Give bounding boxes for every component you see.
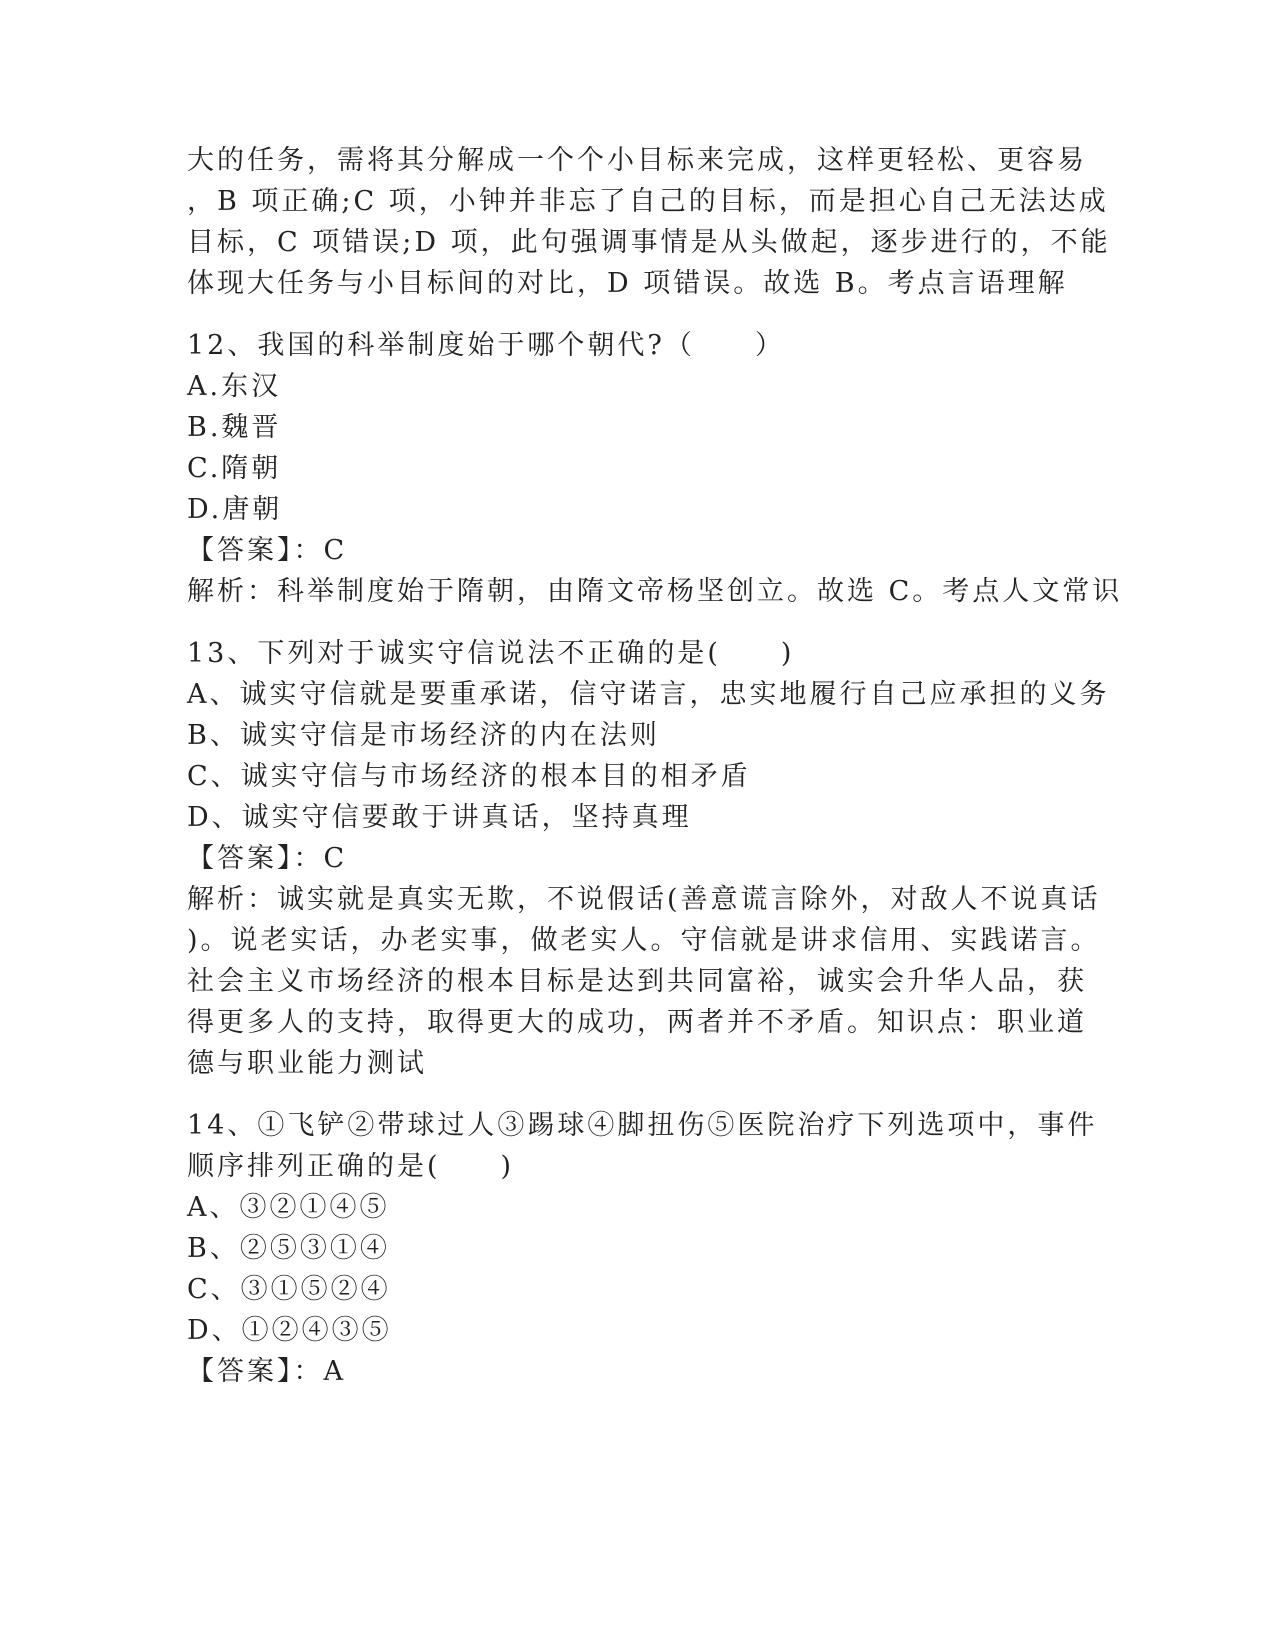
question-14-answer: 【答案】：A (187, 1356, 346, 1387)
explanation-line: 体现大任务与小目标间的对比，D 项错误。故选 B。考点言语理解 (187, 268, 1068, 299)
question-13-analysis: 得更多人的支持，取得更大的成功，两者并不矛盾。知识点：职业道 (187, 1007, 1087, 1038)
question-12-answer: 【答案】：C (187, 535, 348, 566)
question-13-option-d: D、诚实守信要敢于讲真话，坚持真理 (187, 802, 692, 833)
question-13-analysis: 德与职业能力测试 (187, 1048, 427, 1079)
question-14-option-a: A、③②①④⑤ (187, 1192, 390, 1223)
question-12-analysis: 解析：科举制度始于隋朝，由隋文帝杨坚创立。故选 C。考点人文常识 (187, 576, 1123, 607)
question-12-option-b: B.魏晋 (187, 412, 282, 443)
question-14-stem: 14、①飞铲②带球过人③踢球④脚扭伤⑤医院治疗下列选项中，事件 (187, 1110, 1098, 1141)
question-14-option-b: B、②⑤③①④ (187, 1233, 390, 1264)
question-13-analysis: 解析：诚实就是真实无欺，不说假话(善意谎言除外，对敌人不说真话 (187, 884, 1101, 915)
question-13-stem: 13、下列对于诚实守信说法不正确的是( ) (187, 638, 795, 669)
question-13-option-a: A、诚实守信就是要重承诺，信守诺言，忠实地履行自己应承担的义务 (187, 679, 1110, 710)
explanation-line: 目标，C 项错误;D 项，此句强调事情是从头做起，逐步进行的，不能 (187, 227, 1111, 258)
question-12-stem: 12、我国的科举制度始于哪个朝代?（ ） (187, 330, 785, 361)
question-13-option-b: B、诚实守信是市场经济的内在法则 (187, 720, 660, 751)
question-12-option-a: A.东汉 (187, 371, 282, 402)
question-13-analysis: 社会主义市场经济的根本目标是达到共同富裕，诚实会升华人品，获 (187, 966, 1087, 997)
explanation-line: 大的任务，需将其分解成一个个小目标来完成，这样更轻松、更容易 (187, 145, 1087, 176)
question-13-answer: 【答案】：C (187, 843, 348, 874)
question-14-stem: 顺序排列正确的是( ) (187, 1151, 515, 1182)
question-14-option-c: C、③①⑤②④ (187, 1274, 391, 1305)
question-14-option-d: D、①②④③⑤ (187, 1315, 392, 1346)
question-12-option-d: D.唐朝 (187, 494, 283, 525)
question-13-analysis: )。说老实话，办老实事，做老实人。守信就是讲求信用、实践诺言。 (187, 925, 1101, 956)
question-13-option-c: C、诚实守信与市场经济的根本目的相矛盾 (187, 761, 751, 792)
explanation-line: ，B 项正确;C 项，小钟并非忘了自己的目标，而是担心自己无法达成 (187, 186, 1109, 217)
question-12-option-c: C.隋朝 (187, 453, 282, 484)
